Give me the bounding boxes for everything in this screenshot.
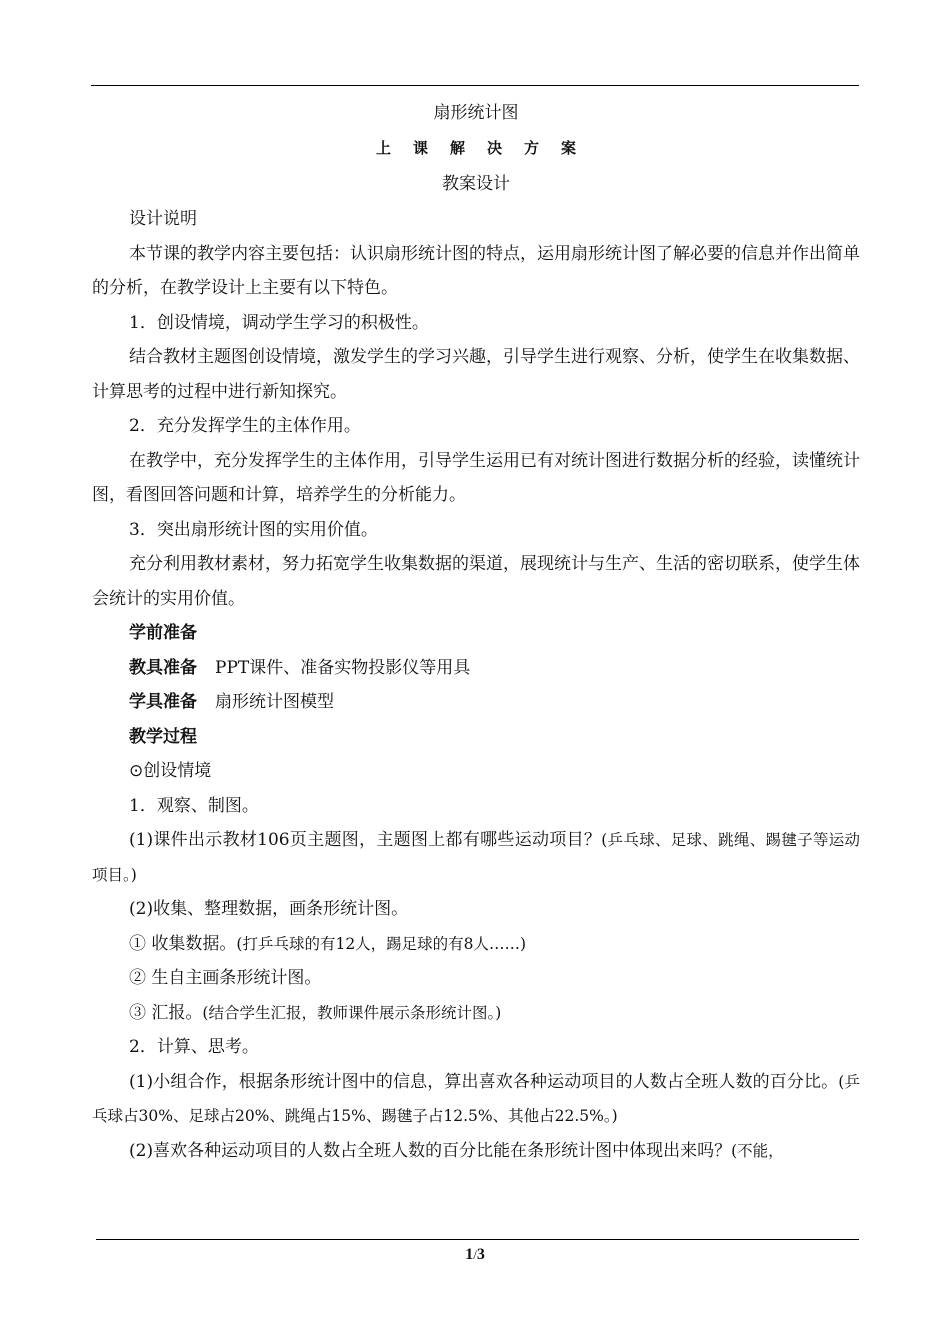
step-observe-2a-text: ① 收集数据。: [129, 933, 237, 954]
step-observe-2c: [92, 996, 860, 1031]
paragraph-intro: 本节课的教学内容主要包括：认识扇形统计图的特点，运用扇形统计图了解必要的信息并作出简单的分析，在教学设计上主要有以下特色。: [92, 243, 860, 298]
student-tools-value: 扇形统计图模型: [215, 692, 334, 712]
page-current: 1: [465, 1246, 474, 1263]
heading-create-situation: ⊙创设情境: [129, 761, 212, 781]
teacher-tools-line: [92, 651, 860, 686]
document-body: [92, 96, 860, 1168]
paragraph-feature-1: 1．创设情境，调动学生学习的积极性。: [129, 312, 429, 333]
teacher-tools-label: 教具准备: [129, 657, 197, 678]
step-observe-2c-text: ③ 汇报。: [129, 1002, 203, 1023]
footer-rule: [96, 1239, 859, 1240]
step-calculate-1: [92, 1065, 860, 1134]
student-tools-line: [92, 685, 860, 720]
step-observe-1: [92, 823, 860, 892]
heading-preparation: 学前准备: [129, 623, 197, 643]
step-calculate-1-note: (乒乓球占30%、足球占20%、跳绳占15%、踢毽子占12.5%、其他占22.5%。): [92, 1072, 860, 1125]
step-calculate-2-note: (不能，: [731, 1141, 784, 1160]
paragraph-feature-2-detail: 在教学中，充分发挥学生的主体作用，引导学生运用已有对统计图进行数据分析的经验，读懂统计图，看图回答问题和计算，培养学生的分析能力。: [92, 450, 860, 505]
step-observe: 1．观察、制图。: [129, 795, 259, 816]
teacher-tools-value: PPT课件、准备实物投影仪等用具: [215, 657, 471, 678]
header-rule: [91, 85, 859, 86]
section-heading: 教案设计: [442, 174, 510, 194]
page-total: 3: [476, 1246, 485, 1263]
step-observe-2a: [92, 927, 860, 962]
step-observe-2c-note: (结合学生汇报，教师课件展示条形统计图。): [202, 1003, 502, 1022]
step-calculate-1-text: (1)小组合作，根据条形统计图中的信息，算出喜欢各种运动项目的人数占全班人数的百分比。: [129, 1071, 839, 1092]
student-tools-label: 学具准备: [129, 692, 197, 712]
paragraph-feature-3-detail: 充分利用教材素材，努力拓宽学生收集数据的渠道，展现统计与生产、生活的密切联系，使学生体会统计的实用价值。: [92, 554, 860, 609]
document-title: 扇形统计图: [433, 103, 519, 123]
document-subtitle: 上课解决方案: [375, 139, 598, 157]
page-number: [0, 1246, 950, 1264]
step-observe-2: (2)收集、整理数据，画条形统计图。: [129, 899, 409, 919]
step-observe-2b: ② 生自主画条形统计图。: [129, 968, 322, 988]
paragraph-feature-2: 2．充分发挥学生的主体作用。: [129, 416, 361, 436]
step-calculate: 2．计算、思考。: [129, 1037, 259, 1057]
step-observe-1-note: (乒乓球、足球、跳绳、踢毽子等运动项目。): [92, 831, 860, 884]
paragraph-feature-3: 3．突出扇形统计图的实用价值。: [129, 519, 378, 540]
heading-teaching-process: 教学过程: [129, 726, 197, 747]
heading-design-notes: 设计说明: [129, 209, 197, 229]
paragraph-feature-1-detail: 结合教材主题图创设情境，激发学生的学习兴趣，引导学生进行观察、分析，使学生在收集数据、计算思考的过程中进行新知探究。: [92, 347, 860, 402]
page-separator: /: [473, 1247, 477, 1262]
step-observe-2a-note: (打乒乓球的有12人，踢足球的有8人……): [236, 934, 527, 953]
step-calculate-2-text: (2)喜欢各种运动项目的人数占全班人数的百分比能在条形统计图中体现出来吗？: [129, 1140, 732, 1161]
step-observe-1-text: (1)课件出示教材106页主题图，主题图上都有哪些运动项目？: [129, 830, 602, 850]
step-calculate-2: [92, 1134, 860, 1169]
